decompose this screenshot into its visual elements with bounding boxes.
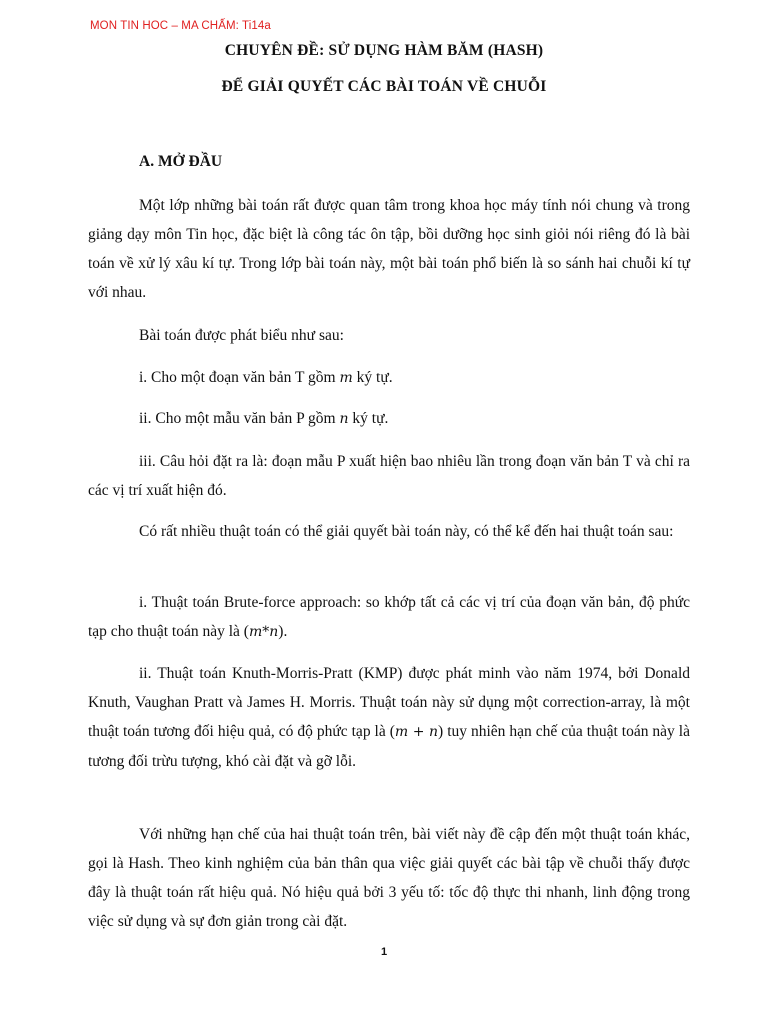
hash-paragraph	[88, 820, 690, 936]
brute-text-a: i. Thuật toán Brute-force approach: so khớp tất cả các vị trí của đoạn văn bản, độ phức tạp cho thuật toán này là (	[88, 594, 690, 640]
item-2	[139, 410, 388, 428]
brute-text-b: ).	[278, 623, 288, 640]
item-1-text-a: i. Cho một đoạn văn bản T gồm	[139, 369, 340, 386]
statement-line: Bài toán được phát biểu như sau:	[139, 327, 344, 344]
document-title-line-1: CHUYÊN ĐỀ: SỬ DỤNG HÀM BĂM (HASH)	[224, 42, 544, 59]
item-1-text-b: ký tự.	[352, 369, 393, 386]
algorithms-text: Có rất nhiều thuật toán có thể giải quyết bài toán này, có thể kể đến hai thuật toán sau:	[139, 523, 674, 540]
item-2-text-b: ký tự.	[348, 410, 389, 427]
section-heading: A. MỞ ĐẦU	[139, 153, 223, 170]
brute-complexity: m*n	[248, 624, 279, 640]
hash-text: Với những hạn chế của hai thuật toán trên, bài viết này đề cập đến một thuật toán khác, gọi là Hash. Theo kinh nghiệm của bản thân qua việc giải quyết các bài tập về chuỗi thấy được đây là thuật toán rất hiệu quả. Nó hiệu quả bởi 3 yếu tố: tốc độ thực thi nhanh, linh động trong việc sử dụng và sự đơn giản trong cài đặt.	[88, 826, 690, 930]
item-3-paragraph	[88, 447, 690, 505]
item-1-variable: m	[339, 370, 353, 386]
item-2-text-a: ii. Cho một mẫu văn bản P gồm	[139, 410, 340, 427]
algorithms-paragraph	[88, 517, 690, 546]
document-title-line-2: ĐỂ GIẢI QUYẾT CÁC BÀI TOÁN VỀ CHUỖI	[221, 78, 547, 95]
kmp-text-b: ) tuy nhiên hạn chế của thuật toán này là tương đối trừu tượng, khó cài đặt và gỡ lỗi.	[88, 723, 690, 770]
intro-paragraph	[88, 191, 690, 307]
brute-force-paragraph	[88, 588, 690, 647]
document-code-header: MON TIN HOC – MA CHẤM: Ti14a	[90, 20, 271, 32]
item-1	[139, 369, 393, 387]
page-number: 1	[380, 946, 388, 958]
item-2-variable: n	[339, 411, 349, 427]
intro-text: Một lớp những bài toán rất được quan tâm trong khoa học máy tính nói chung và trong giảng dạy môn Tin học, đặc biệt là công tác ôn tập, bồi dưỡng học sinh giỏi nói riêng đó là bài toán về xử lý xâu kí tự. Trong lớp bài toán này, một bài toán phổ biến là so sánh hai chuỗi kí tự với nhau.	[88, 197, 690, 301]
kmp-text-a: ii. Thuật toán Knuth-Morris-Pratt (KMP) được phát minh vào năm 1974, bởi Donald Knuth, Vaughan Pratt và James H. Morris. Thuật toán này sử dụng một correction-array, là một thuật toán tương đối hiệu quả, có độ phức tạp là (	[88, 665, 690, 740]
kmp-complexity: m + n	[394, 724, 439, 740]
item-3-text: iii. Câu hỏi đặt ra là: đoạn mẫu P xuất hiện bao nhiêu lần trong đoạn văn bản T và chỉ ra các vị trí xuất hiện đó.	[88, 453, 690, 499]
kmp-paragraph	[88, 659, 690, 776]
